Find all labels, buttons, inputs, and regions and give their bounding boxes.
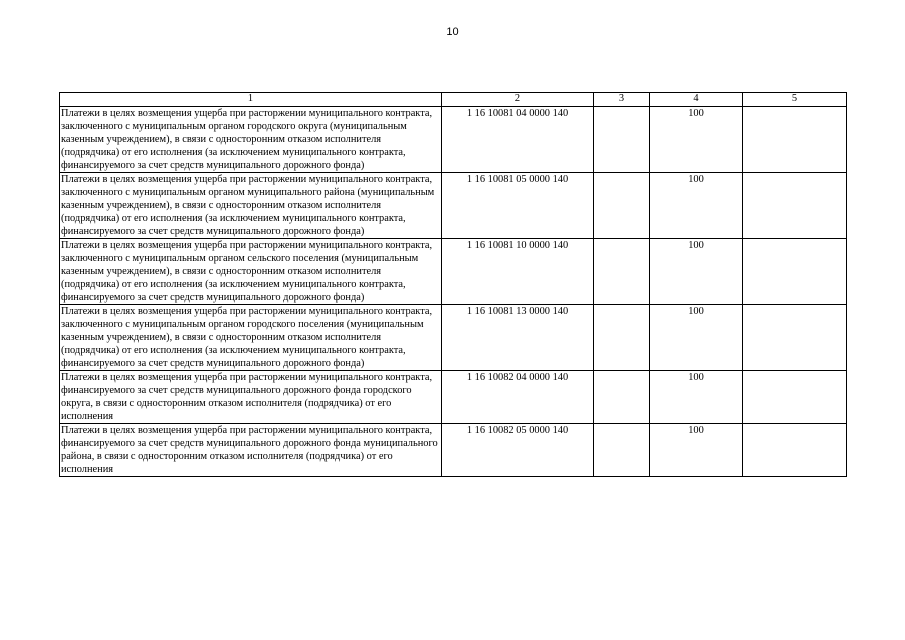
row-description: Платежи в целях возмещения ущерба при расторжении муниципального контракта, заключенного с муниципальным органом городского поселения (муниципальным казенным учреждением), в связи с односторонним отказом исполнителя (подрядчика) от его исполнения (за исключением муниципального контракта, финансируемого за счет средств муниципального дорожного фонда) — [60, 305, 442, 371]
row-col5 — [743, 371, 847, 424]
row-col5 — [743, 239, 847, 305]
row-col4: 100 — [650, 371, 743, 424]
row-col3 — [594, 305, 650, 371]
row-code: 1 16 10082 04 0000 140 — [442, 371, 594, 424]
row-description: Платежи в целях возмещения ущерба при расторжении муниципального контракта, заключенного с муниципальным органом муниципального района (муниципальным казенным учреждением), в связи с односторонним отказом исполнителя (подрядчика) от его исполнения (за исключением муниципального контракта, финансируемого за счет средств муниципального дорожного фонда) — [60, 173, 442, 239]
row-col5 — [743, 107, 847, 173]
row-col5 — [743, 424, 847, 477]
row-description: Платежи в целях возмещения ущерба при расторжении муниципального контракта, финансируемого за счет средств муниципального дорожного фонда городского округа, в связи с односторонним отказом исполнителя (подрядчика) от его исполнения — [60, 371, 442, 424]
table-row — [60, 371, 847, 424]
row-col4: 100 — [650, 305, 743, 371]
header-col-1: 1 — [60, 93, 442, 107]
row-description: Платежи в целях возмещения ущерба при расторжении муниципального контракта, заключенного с муниципальным органом городского округа (муниципальным казенным учреждением), в связи с односторонним отказом исполнителя (подрядчика) от его исполнения (за исключением муниципального контракта, финансируемого за счет средств муниципального дорожного фонда) — [60, 107, 442, 173]
table-row — [60, 173, 847, 239]
page-number: 10 — [446, 26, 459, 38]
row-col3 — [594, 239, 650, 305]
row-col3 — [594, 424, 650, 477]
header-col-3: 3 — [594, 93, 650, 107]
table-row — [60, 107, 847, 173]
row-col5 — [743, 173, 847, 239]
row-description: Платежи в целях возмещения ущерба при расторжении муниципального контракта, финансируемого за счет средств муниципального дорожного фонда муниципального района, в связи с односторонним отказом исполнителя (подрядчика) от его исполнения — [60, 424, 442, 477]
header-col-2: 2 — [442, 93, 594, 107]
row-col3 — [594, 173, 650, 239]
row-col3 — [594, 107, 650, 173]
header-row — [60, 93, 847, 107]
row-col3 — [594, 371, 650, 424]
header-col-5: 5 — [743, 93, 847, 107]
row-code: 1 16 10081 04 0000 140 — [442, 107, 594, 173]
row-code: 1 16 10081 05 0000 140 — [442, 173, 594, 239]
row-description: Платежи в целях возмещения ущерба при расторжении муниципального контракта, заключенного с муниципальным органом сельского поселения (муниципальным казенным учреждением), в связи с односторонним отказом исполнителя (подрядчика) от его исполнения (за исключением муниципального контракта, финансируемого за счет средств муниципального дорожного фонда) — [60, 239, 442, 305]
row-col4: 100 — [650, 107, 743, 173]
row-col4: 100 — [650, 424, 743, 477]
revenue-table — [59, 92, 847, 477]
row-code: 1 16 10082 05 0000 140 — [442, 424, 594, 477]
table-row — [60, 239, 847, 305]
table-row — [60, 424, 847, 477]
row-code: 1 16 10081 13 0000 140 — [442, 305, 594, 371]
row-col4: 100 — [650, 173, 743, 239]
table-row — [60, 305, 847, 371]
row-code: 1 16 10081 10 0000 140 — [442, 239, 594, 305]
row-col4: 100 — [650, 239, 743, 305]
row-col5 — [743, 305, 847, 371]
header-col-4: 4 — [650, 93, 743, 107]
